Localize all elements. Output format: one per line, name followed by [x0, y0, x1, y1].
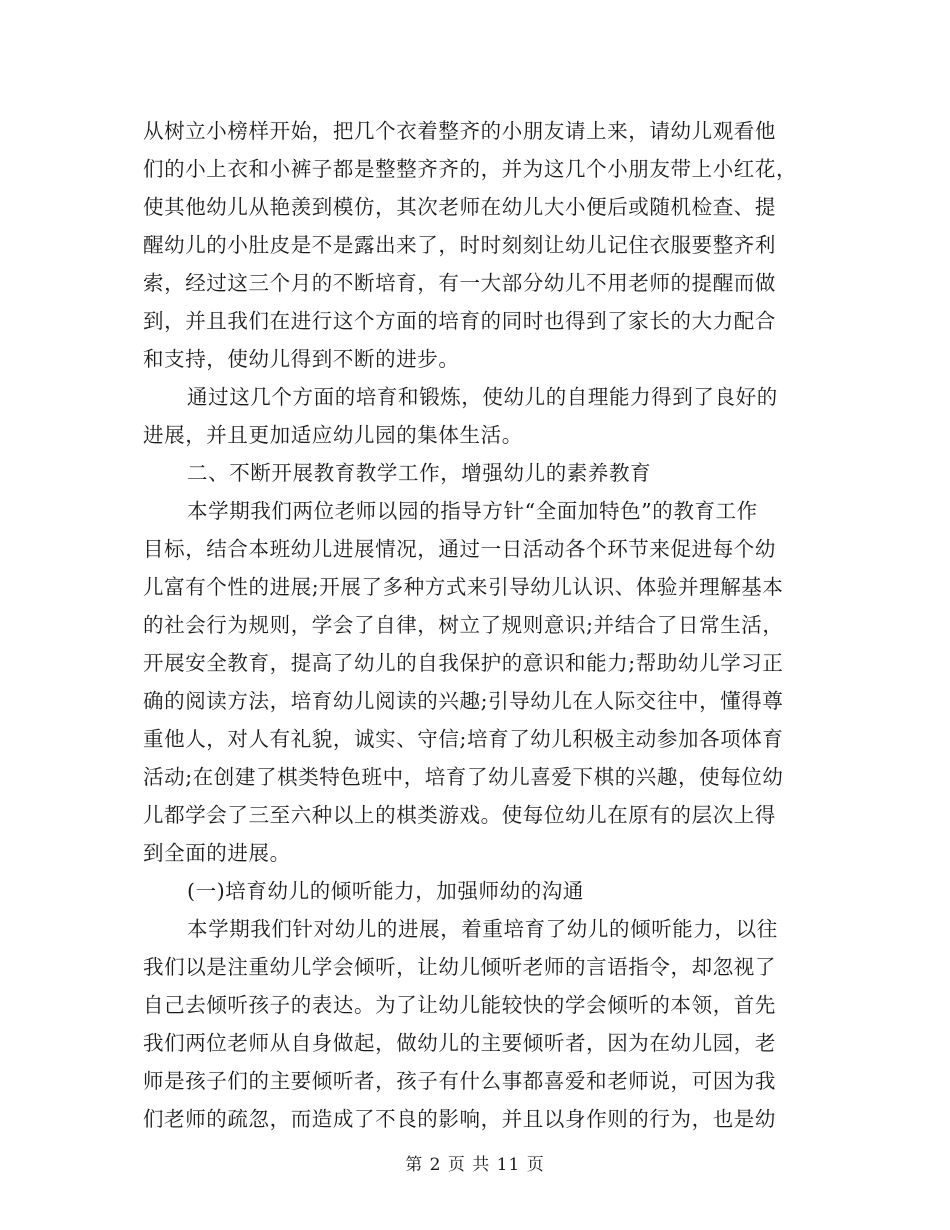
text-line: 通过这几个方面的培育和锻炼，使幼儿的自理能力得到了良好的 — [187, 385, 778, 409]
text-line: 们的小上衣和小裤子都是整整齐齐的，并为这几个小朋友带上小红花， — [143, 157, 798, 181]
text-line: 活动;在创建了棋类特色班中，培育了幼儿喜爱下棋的兴趣，使每位幼 — [143, 765, 784, 789]
text-line: 索，经过这三个月的不断培育，有一大部分幼儿不用老师的提醒而做 — [143, 271, 776, 295]
text-line: 的社会行为规则，学会了自律，树立了规则意识;并结合了日常生活， — [143, 613, 784, 637]
text-line: 我们以是注重幼儿学会倾听，让幼儿倾听老师的言语指令，却忽视了 — [143, 955, 776, 979]
text-line: 我们两位老师从自身做起，做幼儿的主要倾听者，因为在幼儿园，老 — [143, 1031, 776, 1055]
text-line: 师是孩子们的主要倾听者，孩子有什么事都喜爱和老师说，可因为我 — [143, 1069, 776, 1093]
text-line: 到，并且我们在进行这个方面的培育的同时也得到了家长的大力配合 — [143, 309, 776, 333]
text-line: 目标，结合本班幼儿进展情况，通过一日活动各个环节来促进每个幼 — [143, 537, 776, 561]
text-line: 儿富有个性的进展;开展了多种方式来引导幼儿认识、体验并理解基本 — [143, 575, 784, 599]
page-number-footer: 第 2 页 共 11 页 — [405, 1155, 545, 1175]
section-heading: 二、不断开展教育教学工作，增强幼儿的素养教育 — [187, 461, 652, 485]
text-line: 重他人，对人有礼貌，诚实、守信;培育了幼儿积极主动参加各项体育 — [143, 727, 784, 751]
text-line: 开展安全教育，提高了幼儿的自我保护的意识和能力;帮助幼儿学习正 — [143, 651, 784, 675]
text-line: 们老师的疏忽，而造成了不良的影响，并且以身作则的行为，也是幼 — [143, 1107, 776, 1131]
text-line: 使其他幼儿从艳羡到模仿，其次老师在幼儿大小便后或随机检查、提 — [143, 195, 776, 219]
text-line: 儿都学会了三至六种以上的棋类游戏。使每位幼儿在原有的层次上得 — [143, 803, 776, 827]
text-line: 进展，并且更加适应幼儿园的集体生活。 — [143, 423, 523, 447]
text-line: 和支持，使幼儿得到不断的进步。 — [143, 347, 460, 371]
text-line: 从树立小榜样开始，把几个衣着整齐的小朋友请上来，请幼儿观看他 — [143, 119, 776, 143]
text-line: 醒幼儿的小肚皮是不是露出来了，时时刻刻让幼儿记住衣服要整齐利 — [143, 233, 776, 257]
text-line: 本学期我们两位老师以园的指导方针“全面加特色”的教育工作 — [187, 499, 758, 523]
subsection-heading: (一)培育幼儿的倾听能力，加强师幼的沟通 — [187, 879, 584, 903]
text-line: 本学期我们针对幼儿的进展，着重培育了幼儿的倾听能力，以往 — [187, 917, 778, 941]
text-line: 到全面的进展。 — [143, 841, 291, 865]
text-line: 确的阅读方法，培育幼儿阅读的兴趣;引导幼儿在人际交往中，懂得尊 — [143, 689, 784, 713]
text-line: 自己去倾听孩子的表达。为了让幼儿能较快的学会倾听的本领，首先 — [143, 993, 776, 1017]
body-text — [143, 112, 808, 1138]
